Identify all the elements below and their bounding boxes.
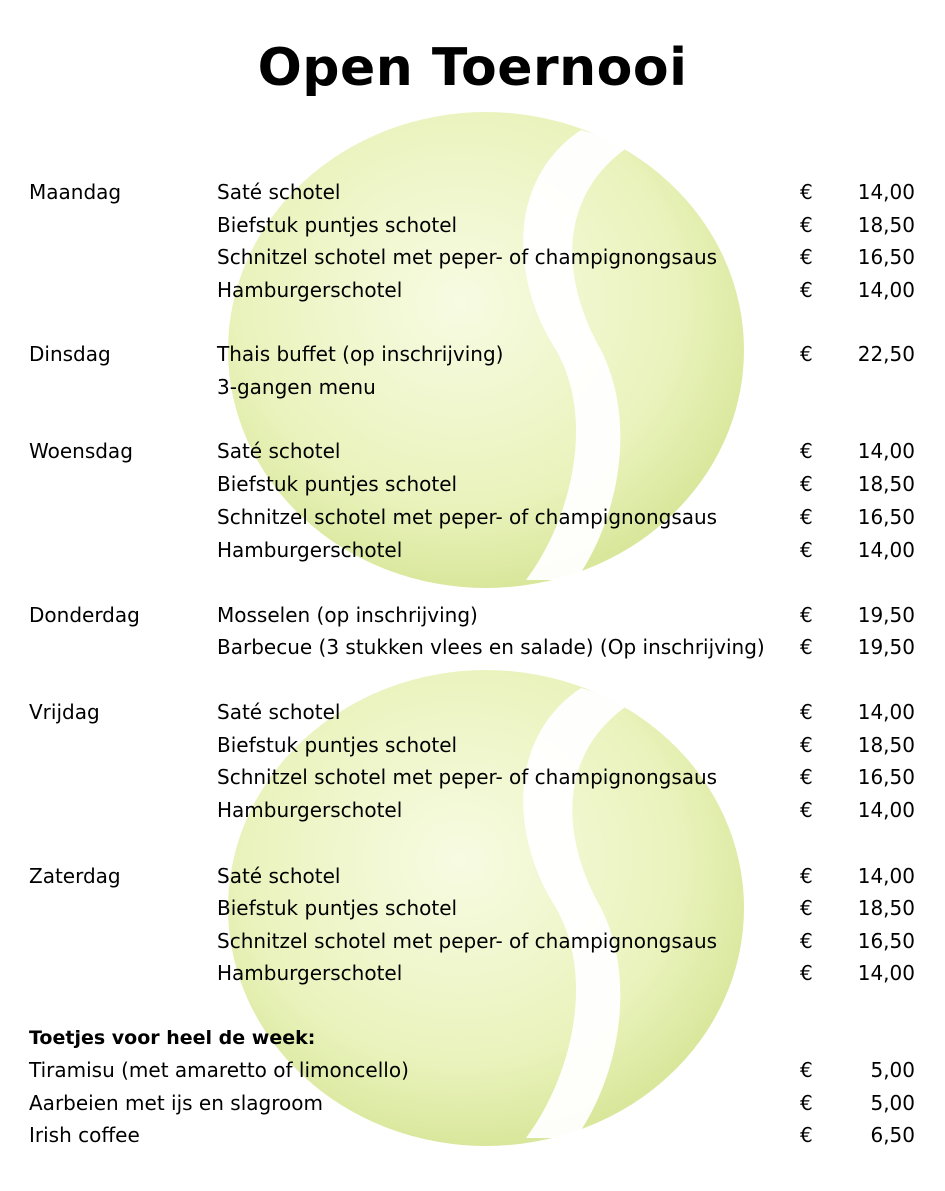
dessert-name: Aarbeien met ijs en slagroom bbox=[29, 1091, 323, 1115]
currency-symbol: € bbox=[800, 538, 813, 562]
menu-row bbox=[0, 274, 945, 307]
dish-price: 16,50 bbox=[857, 765, 915, 789]
dessert-heading: Toetjes voor heel de week: bbox=[29, 1027, 316, 1049]
dish-price: 16,50 bbox=[857, 505, 915, 529]
day-label: Woensdag bbox=[29, 439, 133, 463]
dish-name: Mosselen (op inschrijving) bbox=[217, 603, 478, 627]
currency-symbol: € bbox=[800, 472, 813, 496]
menu-row bbox=[0, 794, 945, 827]
dish-name: Barbecue (3 stukken vlees en salade) (Op inschrijving) bbox=[217, 635, 765, 659]
dish-price: 19,50 bbox=[857, 635, 915, 659]
dish-name: 3-gangen menu bbox=[217, 375, 376, 399]
currency-symbol: € bbox=[800, 929, 813, 953]
dish-name: Schnitzel schotel met peper- of champignongsaus bbox=[217, 505, 718, 529]
dish-name: Saté schotel bbox=[217, 700, 341, 724]
dish-name: Saté schotel bbox=[217, 864, 341, 888]
day-label: Donderdag bbox=[29, 603, 140, 627]
menu-row bbox=[0, 371, 945, 404]
dish-name: Saté schotel bbox=[217, 180, 341, 204]
dish-price: 14,00 bbox=[857, 961, 915, 985]
menu-row bbox=[0, 209, 945, 242]
currency-symbol: € bbox=[800, 961, 813, 985]
currency-symbol: € bbox=[800, 700, 813, 724]
dish-name: Schnitzel schotel met peper- of champignongsaus bbox=[217, 245, 718, 269]
currency-symbol: € bbox=[800, 1058, 813, 1082]
currency-symbol: € bbox=[800, 864, 813, 888]
dish-price: 14,00 bbox=[857, 864, 915, 888]
menu-row bbox=[0, 729, 945, 762]
dish-name: Hamburgerschotel bbox=[217, 961, 403, 985]
dish-name: Biefstuk puntjes schotel bbox=[217, 472, 458, 496]
menu-row bbox=[0, 892, 945, 925]
menu-row bbox=[0, 925, 945, 958]
dish-price: 14,00 bbox=[857, 700, 915, 724]
dish-price: 18,50 bbox=[857, 733, 915, 757]
dish-price: 22,50 bbox=[857, 342, 915, 366]
dessert-row bbox=[0, 1087, 945, 1120]
menu-row bbox=[0, 631, 945, 664]
currency-symbol: € bbox=[800, 213, 813, 237]
menu-row bbox=[0, 599, 945, 632]
menu-row bbox=[0, 241, 945, 274]
day-label: Maandag bbox=[29, 180, 122, 204]
menu-row bbox=[0, 696, 945, 729]
dessert-heading-row bbox=[0, 1022, 945, 1055]
currency-symbol: € bbox=[800, 180, 813, 204]
currency-symbol: € bbox=[800, 635, 813, 659]
menu-row bbox=[0, 534, 945, 567]
dish-name: Schnitzel schotel met peper- of champignongsaus bbox=[217, 765, 718, 789]
dessert-price: 6,50 bbox=[870, 1123, 915, 1147]
currency-symbol: € bbox=[800, 896, 813, 920]
dish-price: 18,50 bbox=[857, 896, 915, 920]
day-label: Zaterdag bbox=[29, 864, 121, 888]
currency-symbol: € bbox=[800, 733, 813, 757]
dish-name: Saté schotel bbox=[217, 439, 341, 463]
dish-name: Hamburgerschotel bbox=[217, 278, 403, 302]
currency-symbol: € bbox=[800, 765, 813, 789]
dish-price: 18,50 bbox=[857, 472, 915, 496]
currency-symbol: € bbox=[800, 603, 813, 627]
menu-row bbox=[0, 176, 945, 209]
menu-row bbox=[0, 501, 945, 534]
day-label: Dinsdag bbox=[29, 342, 111, 366]
dish-price: 16,50 bbox=[857, 245, 915, 269]
currency-symbol: € bbox=[800, 1091, 813, 1115]
dessert-name: Tiramisu (met amaretto of limoncello) bbox=[29, 1058, 409, 1082]
currency-symbol: € bbox=[800, 245, 813, 269]
menu-row bbox=[0, 957, 945, 990]
dish-name: Hamburgerschotel bbox=[217, 538, 403, 562]
dish-price: 14,00 bbox=[857, 180, 915, 204]
menu-row bbox=[0, 435, 945, 468]
page-title: Open Toernooi bbox=[257, 38, 688, 98]
dish-name: Thais buffet (op inschrijving) bbox=[217, 342, 504, 366]
dessert-price: 5,00 bbox=[870, 1091, 915, 1115]
dessert-price: 5,00 bbox=[870, 1058, 915, 1082]
currency-symbol: € bbox=[800, 1123, 813, 1147]
currency-symbol: € bbox=[800, 505, 813, 529]
dish-price: 16,50 bbox=[857, 929, 915, 953]
dish-name: Hamburgerschotel bbox=[217, 798, 403, 822]
dish-name: Biefstuk puntjes schotel bbox=[217, 213, 458, 237]
dish-price: 14,00 bbox=[857, 798, 915, 822]
dessert-row bbox=[0, 1119, 945, 1152]
menu-row bbox=[0, 860, 945, 893]
dish-price: 14,00 bbox=[857, 439, 915, 463]
dish-name: Biefstuk puntjes schotel bbox=[217, 733, 458, 757]
menu-row bbox=[0, 338, 945, 371]
dessert-name: Irish coffee bbox=[29, 1123, 140, 1147]
dish-price: 14,00 bbox=[857, 278, 915, 302]
day-label: Vrijdag bbox=[29, 700, 100, 724]
dish-price: 19,50 bbox=[857, 603, 915, 627]
currency-symbol: € bbox=[800, 342, 813, 366]
menu-row bbox=[0, 468, 945, 501]
dish-price: 14,00 bbox=[857, 538, 915, 562]
dish-name: Biefstuk puntjes schotel bbox=[217, 896, 458, 920]
dish-name: Schnitzel schotel met peper- of champignongsaus bbox=[217, 929, 718, 953]
currency-symbol: € bbox=[800, 798, 813, 822]
currency-symbol: € bbox=[800, 439, 813, 463]
dish-price: 18,50 bbox=[857, 213, 915, 237]
dessert-row bbox=[0, 1054, 945, 1087]
currency-symbol: € bbox=[800, 278, 813, 302]
menu-row bbox=[0, 761, 945, 794]
